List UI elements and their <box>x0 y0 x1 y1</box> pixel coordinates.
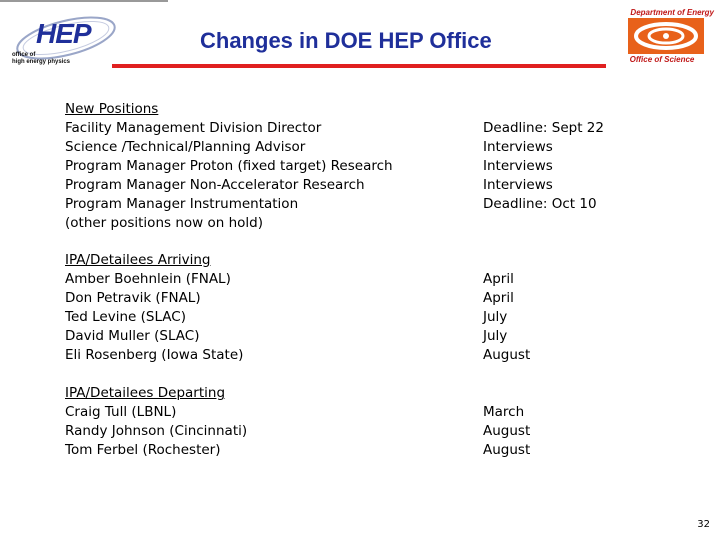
status-text: Interviews <box>483 177 553 193</box>
status-text: Deadline: Oct 10 <box>483 196 597 212</box>
list-item: Program Manager Non-Accelerator Research <box>65 177 365 193</box>
detailees-arriving-section <box>65 251 243 365</box>
list-item: Ted Levine (SLAC) <box>65 309 186 325</box>
status-text: July <box>483 328 508 344</box>
list-item: David Muller (SLAC) <box>65 328 200 344</box>
list-item: Amber Boehnlein (FNAL) <box>65 271 231 287</box>
top-divider <box>0 0 168 2</box>
section-heading: IPA/Detailees Arriving <box>65 252 211 268</box>
office-of-science-label: Office of Science <box>629 55 695 64</box>
detailees-departing-status <box>483 403 530 460</box>
hep-logo-subtitle-1: office of <box>12 52 36 58</box>
doe-swirl-icon <box>628 18 704 54</box>
page-title: Changes in DOE HEP Office <box>200 28 492 53</box>
title-underline <box>112 64 606 68</box>
status-text: August <box>483 423 531 439</box>
list-item: Tom Ferbel (Rochester) <box>65 442 221 458</box>
status-text: July <box>483 309 508 325</box>
page-number: 32 <box>697 519 710 530</box>
detailees-departing-section <box>65 384 247 460</box>
list-item: Eli Rosenberg (Iowa State) <box>65 347 244 363</box>
list-item: Program Manager Proton (fixed target) Research <box>65 158 393 174</box>
status-text: August <box>483 347 531 363</box>
hep-logo-subtitle-2: high energy physics <box>12 59 71 65</box>
status-text: Deadline: Sept 22 <box>483 120 604 136</box>
section-heading: IPA/Detailees Departing <box>65 385 226 401</box>
list-item: Science /Technical/Planning Advisor <box>65 139 306 155</box>
list-item: Craig Tull (LBNL) <box>65 404 177 420</box>
doe-logo <box>628 18 704 54</box>
list-item: Randy Johnson (Cincinnati) <box>65 423 248 439</box>
status-text: August <box>483 442 531 458</box>
hep-logo <box>8 12 120 68</box>
status-text: Interviews <box>483 158 553 174</box>
new-positions-section <box>65 100 393 233</box>
detailees-arriving-status <box>483 270 530 365</box>
status-text: April <box>483 271 514 287</box>
list-item: (other positions now on hold) <box>65 215 263 231</box>
status-text: March <box>483 404 525 420</box>
list-item: Program Manager Instrumentation <box>65 196 299 212</box>
status-text: April <box>483 290 514 306</box>
list-item: Don Petravik (FNAL) <box>65 290 201 306</box>
list-item: Facility Management Division Director <box>65 120 322 136</box>
section-heading: New Positions <box>65 101 159 117</box>
status-text: Interviews <box>483 139 553 155</box>
new-positions-status <box>483 119 604 214</box>
doe-department-label: Department of Energy <box>630 8 714 17</box>
hep-logo-text: HEP <box>36 18 91 49</box>
